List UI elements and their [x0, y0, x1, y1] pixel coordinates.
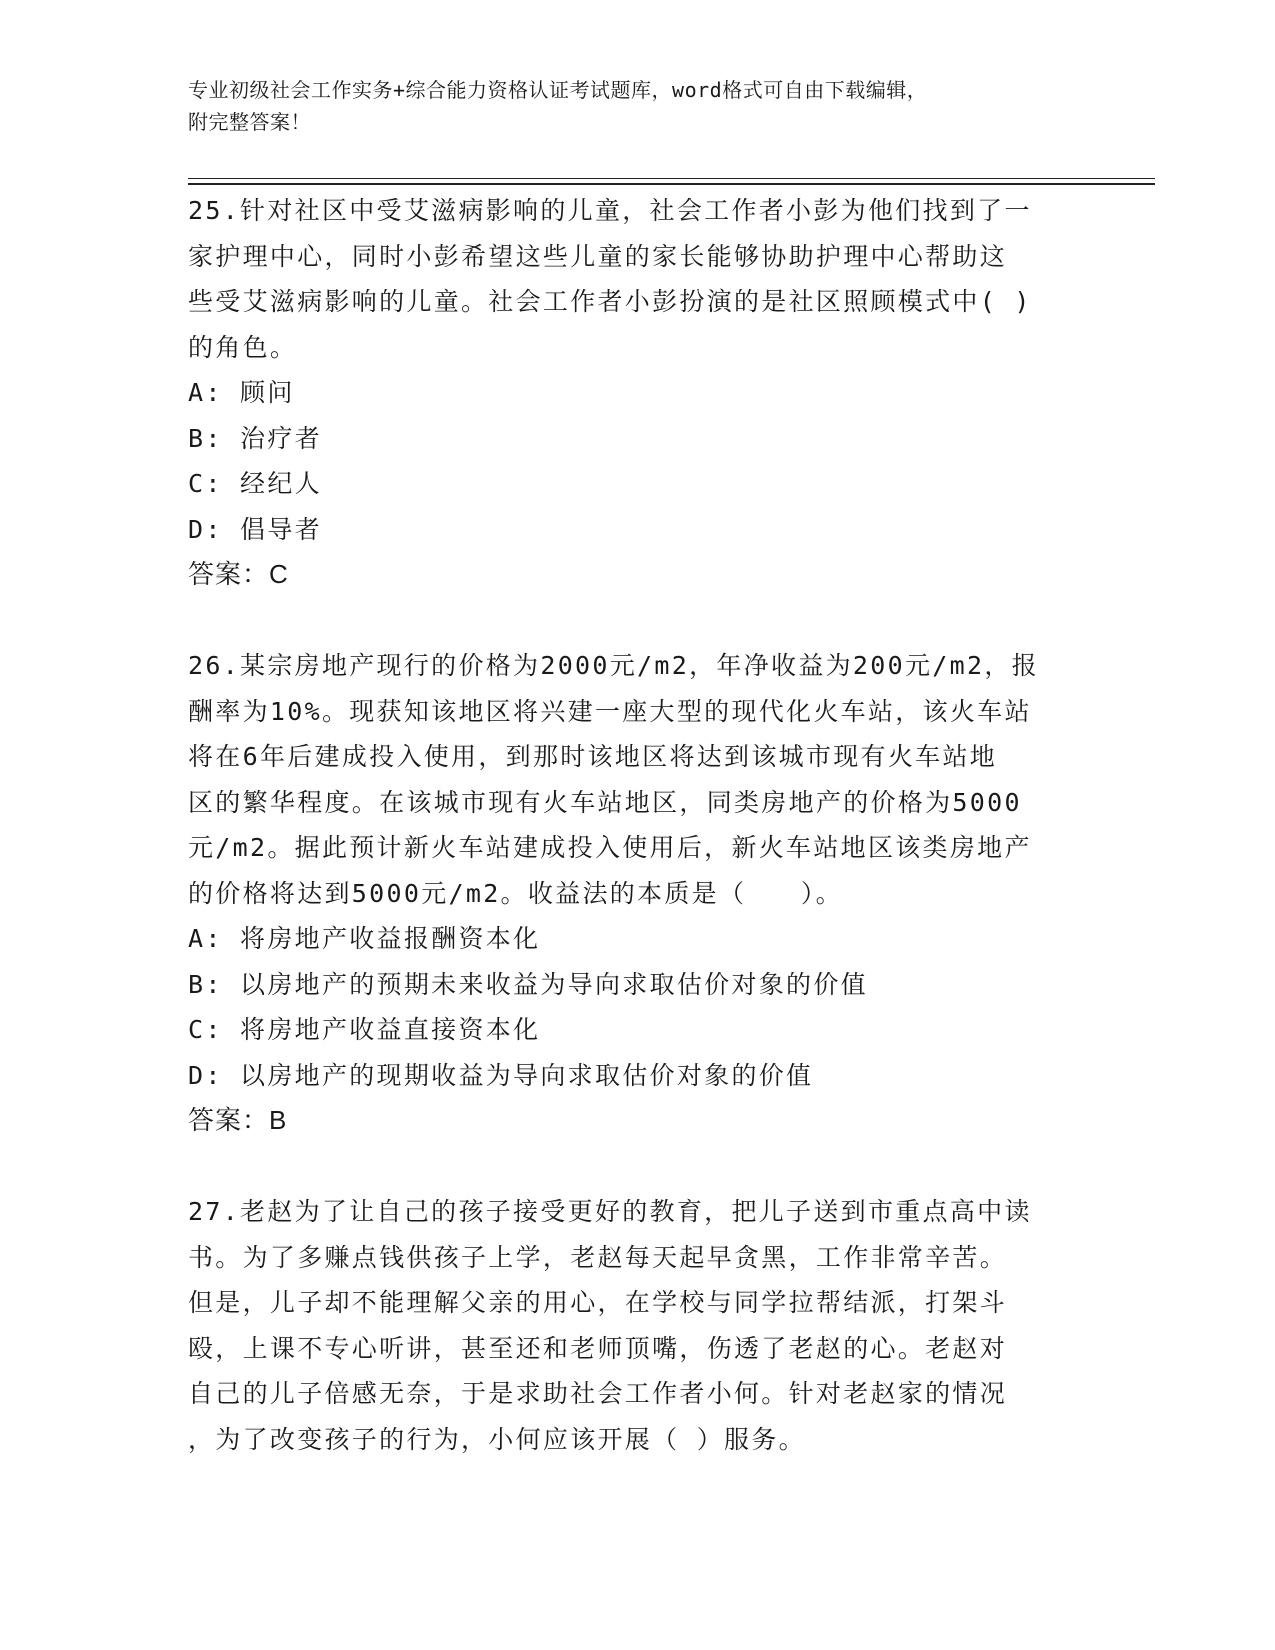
question-26: [188, 643, 1088, 1144]
question-text-line: 自己的儿子倍感无奈，于是求助社会工作者小何。针对老赵家的情况: [188, 1379, 1008, 1408]
option-d: D: 倡导者: [188, 514, 322, 544]
header-line-2: 附完整答案！: [188, 110, 311, 134]
question-text-line: 27.老赵为了让自己的孩子接受更好的教育，把儿子送到市重点高中读: [188, 1197, 1032, 1226]
option-d: D: 以房地产的现期收益为导向求取估价对象的价值: [188, 1060, 814, 1090]
page-header: [188, 74, 1088, 138]
answer-line: 答案：B: [188, 1105, 288, 1135]
option-c: C: 经纪人: [188, 469, 322, 498]
question-text-line: 但是，儿子却不能理解父亲的用心，在学校与同学拉帮结派，打架斗: [188, 1288, 1008, 1317]
question-25: [188, 188, 1088, 598]
question-text-line: ，为了改变孩子的行为，小何应该开展（ ）服务。: [188, 1424, 806, 1454]
question-text-line: 书。为了多赚点钱供孩子上学，老赵每天起早贪黑，工作非常辛苦。: [188, 1242, 1008, 1272]
question-text-line: 元/m2。据此预计新火车站建成投入使用后，新火车站地区该类房地产: [188, 833, 1032, 862]
question-text-line: 些受艾滋病影响的儿童。社会工作者小彭扮演的是社区照顾模式中( ): [188, 287, 1032, 316]
question-spacer: [188, 598, 1088, 644]
header-divider-thin: [188, 178, 1155, 179]
option-b: B: 治疗者: [188, 423, 322, 453]
question-text-line: 25.针对社区中受艾滋病影响的儿童，社会工作者小彭为他们找到了一: [188, 196, 1032, 225]
answer-line: 答案：C: [188, 559, 289, 589]
question-text-line: 的价格将达到5000元/m2。收益法的本质是（ ）。: [188, 878, 843, 908]
option-a: A: 将房地产收益报酬资本化: [188, 924, 541, 953]
header-divider-thick: [188, 183, 1155, 185]
option-c: C: 将房地产收益直接资本化: [188, 1015, 541, 1044]
question-text-line: 26.某宗房地产现行的价格为2000元/m2，年净收益为200元/m2，报: [188, 651, 1039, 680]
question-list: [188, 188, 1088, 1462]
option-b: B: 以房地产的预期未来收益为导向求取估价对象的价值: [188, 969, 868, 999]
question-text-line: 将在6年后建成投入使用，到那时该地区将达到该城市现有火车站地: [188, 742, 998, 771]
question-text-line: 家护理中心，同时小彭希望这些儿童的家长能够协助护理中心帮助这: [188, 241, 1008, 271]
question-spacer: [188, 1144, 1088, 1190]
question-text-line: 酬率为10%。现获知该地区将兴建一座大型的现代化火车站，该火车站: [188, 696, 1032, 726]
question-27: [188, 1189, 1088, 1462]
question-text-line: 区的繁华程度。在该城市现有火车站地区，同类房地产的价格为5000: [188, 787, 1022, 817]
question-text-line: 殴，上课不专心听讲，甚至还和老师顶嘴，伤透了老赵的心。老赵对: [188, 1333, 1008, 1363]
option-a: A: 顾问: [188, 378, 295, 407]
header-line-1: 专业初级社会工作实务+综合能力资格认证考试题库，word格式可自由下载编辑，: [188, 78, 928, 102]
question-text-line: 的角色。: [188, 332, 298, 362]
